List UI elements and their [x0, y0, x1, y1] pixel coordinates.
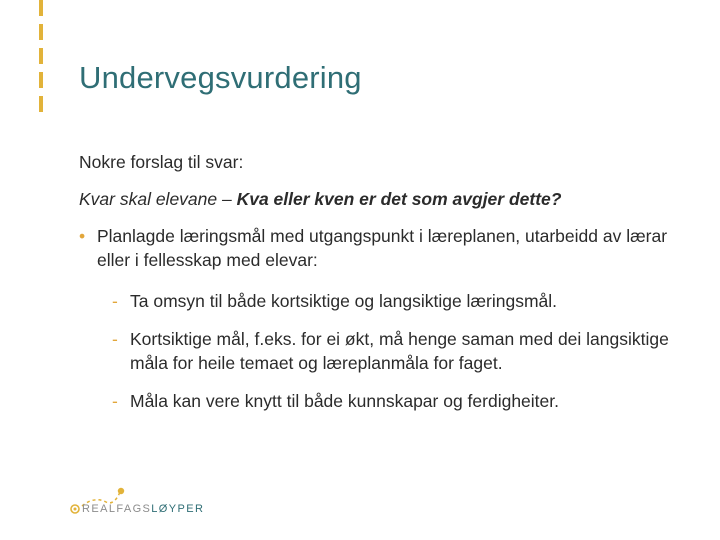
bullet-icon: • — [79, 226, 86, 246]
accent-bar — [39, 0, 43, 118]
sub-item — [112, 389, 689, 413]
question-bold: Kva eller kven er det som avgjer dette? — [236, 189, 562, 209]
sub-list — [112, 289, 689, 413]
logo-text-a: REALFAGS — [82, 503, 152, 515]
sub-item-text: Kortsiktige mål, f.eks. for ei økt, må henge saman med dei langsiktige måla for heile temaet og læreplanmåla for faget. — [130, 329, 669, 373]
slide-title: Undervegsvurdering — [79, 60, 362, 95]
dash-icon: - — [112, 391, 118, 411]
question-text — [79, 187, 689, 211]
intro-text: Nokre forslag til svar: — [79, 152, 244, 172]
dash-icon: - — [112, 329, 118, 349]
realfagsloyper-logo — [68, 486, 205, 526]
logo-text-b: LØYPER — [151, 503, 205, 515]
sub-item-text: Ta omsyn til både kortsiktige og langsiktige læringsmål. — [130, 291, 557, 311]
question-prefix: Kvar skal elevane – — [79, 189, 237, 209]
bullet-text: Planlagde læringsmål med utgangspunkt i læreplanen, utarbeidd av lærar eller i fellesskap med elevar: — [97, 226, 668, 270]
dash-icon: - — [112, 291, 118, 311]
sub-item — [112, 327, 689, 375]
logo-text — [82, 503, 204, 515]
slide-content — [79, 150, 689, 427]
sub-item-text: Måla kan vere knytt til både kunnskapar og ferdigheiter. — [130, 391, 559, 411]
sub-item — [112, 289, 689, 313]
bullet-item — [79, 224, 689, 272]
